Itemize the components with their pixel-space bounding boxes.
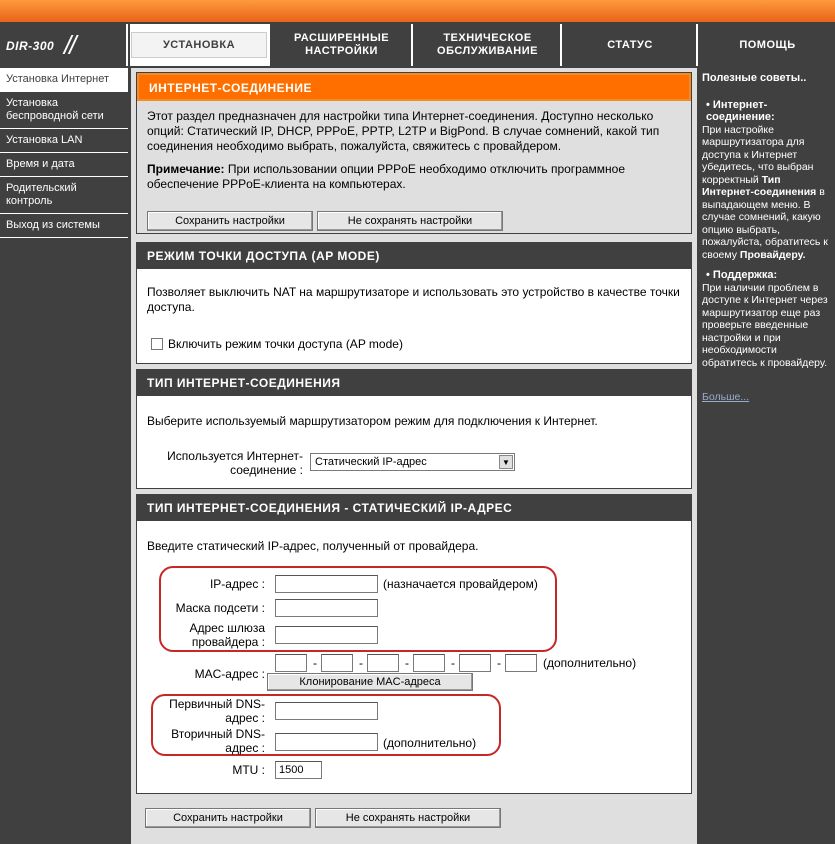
logo-text: DIR-300 xyxy=(6,39,55,53)
dns1-label xyxy=(147,697,265,725)
mac-separator: - xyxy=(359,656,363,670)
connection-select-label xyxy=(147,449,303,477)
mac-separator: - xyxy=(451,656,455,670)
connection-select-label-2: соединение : xyxy=(230,463,303,477)
intro-note xyxy=(147,162,681,192)
static-ip-text: Введите статический IP-адрес, полученный от провайдера. xyxy=(147,539,479,553)
section-title: ИНТЕРНЕТ-СОЕДИНЕНИЕ xyxy=(137,73,691,101)
top-banner xyxy=(0,0,835,22)
bottom-dont-save-button[interactable]: Не сохранять настройки xyxy=(315,808,501,828)
sidebar-item-internet-setup[interactable]: Установка Интернет xyxy=(0,68,128,92)
ip-label: IP-адрес : xyxy=(209,577,265,591)
sidebar-item-lan-setup[interactable]: Установка LAN xyxy=(0,129,128,153)
sidebar-item-parental-control[interactable]: Родительский контроль xyxy=(0,177,128,214)
mac-label: MAC-адрес : xyxy=(194,667,265,681)
dns2-label-1: Вторичный DNS- xyxy=(171,727,265,741)
tab-maintenance[interactable] xyxy=(415,24,562,66)
mac-separator: - xyxy=(405,656,409,670)
mac-octet-4-input[interactable] xyxy=(413,654,445,672)
help-tip1-bold: Тип Интернет-соединения xyxy=(702,173,817,198)
sidebar-item-logout[interactable]: Выход из системы xyxy=(0,214,128,238)
connection-type-section xyxy=(136,369,692,489)
mac-note: (дополнительно) xyxy=(543,656,637,670)
bottom-save-button[interactable]: Сохранить настройки xyxy=(145,808,311,828)
tab-status[interactable] xyxy=(564,24,698,66)
connection-type-selected: Статический IP-адрес xyxy=(315,456,427,468)
note-text: При использовании опции PPPoE необходимо отключить программное обеспечение PPPoE-клиента на компьютерах. xyxy=(147,162,625,191)
gateway-label-1: Адрес шлюза xyxy=(189,621,265,635)
help-tip2-heading: • Поддержка: xyxy=(706,269,778,281)
clone-mac-button[interactable]: Клонирование MAC-адреса xyxy=(267,673,473,691)
tab-advanced-label: РАСШИРЕННЫЕ НАСТРОЙКИ xyxy=(293,32,390,57)
tab-help[interactable] xyxy=(700,24,835,66)
ip-note: (назначается провайдером) xyxy=(383,577,538,591)
mac-octet-5-input[interactable] xyxy=(459,654,491,672)
dns2-label-2: адрес : xyxy=(225,741,265,755)
help-tip1-heading: • Интернет-соединение: xyxy=(706,98,775,123)
connection-type-select[interactable] xyxy=(310,453,515,471)
dns2-label xyxy=(147,727,265,755)
gateway-label-2: провайдера : xyxy=(191,635,265,649)
dns2-note: (дополнительно) xyxy=(383,736,477,750)
help-tip1-text-a: При настройке маршрутизатора для доступа к Интернет убедитесь, что выбран корректный xyxy=(702,123,814,186)
chevron-down-icon: ▼ xyxy=(499,455,513,469)
tab-setup[interactable] xyxy=(130,24,270,66)
help-more-link[interactable]: Больше... xyxy=(702,391,750,403)
note-label: Примечание: xyxy=(147,162,225,176)
ap-mode-checkbox[interactable] xyxy=(151,338,163,350)
help-tip1-text-b: в выпадающем меню. В случае сомнений, какую опцию выбрать, пожалуйста, обратитесь к своему xyxy=(702,186,828,261)
connection-select-label-1: Используется Интернет- xyxy=(167,449,303,463)
section-title: ТИП ИНТЕРНЕТ-СОЕДИНЕНИЯ xyxy=(137,370,691,396)
save-button[interactable]: Сохранить настройки xyxy=(147,211,313,231)
mask-label: Маска подсети : xyxy=(175,601,265,615)
static-ip-section xyxy=(136,494,692,794)
mac-octet-1-input[interactable] xyxy=(275,654,307,672)
intro-text: Этот раздел предназначен для настройки типа Интернет-соединения. Доступно несколько опций: Статический IP, DHCP, PPPoE, PPTP, L2TP и BigPond. В случае сомнений, какой тип соединения необходимо выбрать, пожалуйста, свяжитесь с провайдером. xyxy=(147,109,660,153)
internet-connection-section xyxy=(136,72,692,234)
help-tip2-text: При наличии проблем в доступе к Интернет через маршрутизатор еще раз проверьте введенные настройки и при необходимости обратитесь к провайдеру. xyxy=(702,281,828,369)
gateway-label xyxy=(147,621,265,649)
tab-setup-label: УСТАНОВКА xyxy=(162,38,236,51)
mac-octet-2-input[interactable] xyxy=(321,654,353,672)
mac-octet-6-input[interactable] xyxy=(505,654,537,672)
mac-separator: - xyxy=(497,656,501,670)
tab-help-label: ПОМОЩЬ xyxy=(739,38,796,51)
sidebar-item-wireless-setup[interactable]: Установка беспроводной сети xyxy=(0,92,128,129)
dont-save-button[interactable]: Не сохранять настройки xyxy=(317,211,503,231)
help-title: Полезные советы.. xyxy=(702,72,807,84)
dns1-label-2: адрес : xyxy=(225,711,265,725)
device-logo xyxy=(0,24,128,66)
tab-advanced[interactable] xyxy=(272,24,413,66)
section-title: РЕЖИМ ТОЧКИ ДОСТУПА (AP MODE) xyxy=(137,243,691,269)
top-nav xyxy=(0,24,835,66)
gateway-input[interactable] xyxy=(275,626,378,644)
sidebar xyxy=(0,68,128,844)
intro-body xyxy=(137,101,691,200)
subnet-mask-input[interactable] xyxy=(275,599,378,617)
help-panel xyxy=(699,68,835,844)
logo-slashes-icon: // xyxy=(64,30,75,60)
tab-status-label: СТАТУС xyxy=(607,38,653,51)
help-tip1-bold2: Провайдеру. xyxy=(739,248,806,261)
mac-separator: - xyxy=(313,656,317,670)
ap-mode-checkbox-label: Включить режим точки доступа (AP mode) xyxy=(168,337,403,351)
dns1-label-1: Первичный DNS- xyxy=(169,697,265,711)
tab-maintenance-label: ТЕХНИЧЕСКОЕ ОБСЛУЖИВАНИЕ xyxy=(437,32,538,57)
ip-address-input[interactable] xyxy=(275,575,378,593)
ap-mode-text: Позволяет выключить NAT на маршрутизаторе и использовать это устройство в качестве точки доступа. xyxy=(147,285,680,314)
sidebar-item-time-date[interactable]: Время и дата xyxy=(0,153,128,177)
mtu-label: MTU : xyxy=(232,763,265,777)
primary-dns-input[interactable] xyxy=(275,702,378,720)
help-tip1-text xyxy=(702,124,832,262)
section-title: ТИП ИНТЕРНЕТ-СОЕДИНЕНИЯ - СТАТИЧЕСКИЙ IP-АДРЕС xyxy=(137,495,691,521)
mtu-input[interactable]: 1500 xyxy=(275,761,322,779)
main-content xyxy=(131,68,697,844)
ap-mode-section xyxy=(136,242,692,364)
connection-type-text: Выберите используемый маршрутизатором режим для подключения к Интернет. xyxy=(147,414,598,428)
mac-octet-3-input[interactable] xyxy=(367,654,399,672)
secondary-dns-input[interactable] xyxy=(275,733,378,751)
